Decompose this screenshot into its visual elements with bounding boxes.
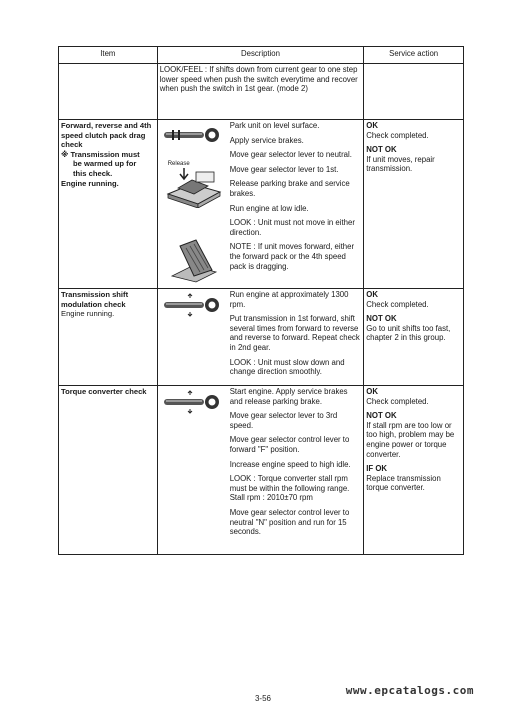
description-cell [157, 289, 364, 386]
result-ok: OK [366, 387, 378, 396]
item-note: this check. [73, 168, 113, 178]
action-cell-empty [364, 64, 464, 120]
table-row [59, 120, 464, 289]
result-not-ok: NOT OK [366, 145, 397, 155]
result-ok-text: Check completed. [366, 396, 429, 406]
step-text: Move gear selector lever to 3rd speed. [229, 411, 338, 430]
item-title: Forward, reverse and 4th speed clutch pack drag check [61, 121, 152, 150]
item-note: be warmed up for [73, 159, 137, 169]
item-condition: Engine running. [61, 178, 119, 188]
figure-column [158, 289, 228, 385]
header-item: Item [59, 47, 158, 64]
result-if-ok: IF OK [366, 464, 388, 474]
step-text: Move gear selector control lever to neutral "N" position and run for 15 seconds. [229, 507, 350, 537]
description-cell [157, 64, 364, 120]
gear-selector-shift-icon [162, 390, 224, 414]
result-not-ok: NOT OK [366, 314, 397, 324]
table-row [59, 289, 464, 386]
table-row [59, 386, 464, 555]
step-text: Run engine at approximately 1300 rpm. [229, 290, 349, 309]
watermark-url: www.epcatalogs.com [345, 684, 474, 697]
item-cell [59, 120, 158, 289]
header-description: Description [157, 47, 364, 64]
description-steps [228, 289, 364, 385]
note-text: NOTE : If unit moves forward, either the forward pack or the 4th speed pack is dragging. [229, 242, 355, 271]
result-ok: OK [366, 121, 378, 130]
result-ok-text: Check completed. [366, 299, 429, 309]
gear-selector-lever-icon [162, 126, 224, 144]
header-service-action: Service action [364, 47, 464, 64]
result-if-ok-text: Replace transmission torque converter. [366, 473, 441, 493]
step-text: Start engine. Apply service brakes and release parking brake. [229, 387, 348, 406]
description-steps [228, 386, 364, 554]
release-label: Release [167, 161, 190, 167]
table-row [59, 64, 464, 120]
result-not-ok-text: Go to unit shifts too fast, chapter 2 in this group. [366, 323, 451, 343]
item-cell [59, 289, 158, 386]
parking-brake-release-icon [164, 164, 224, 208]
look-text: LOOK : Unit must slow down and change direction smoothly. [229, 357, 345, 377]
action-cell [364, 386, 464, 555]
figure-column [158, 386, 228, 554]
step-text: Increase engine speed to high idle. [229, 459, 351, 469]
result-not-ok: NOT OK [366, 411, 397, 421]
step-text: Put transmission in 1st forward, shift several times from forward to reverse and reverse to forward. Repeat check in 2nd gear. [229, 314, 360, 352]
step-text: Move gear selector lever to neutral. [229, 150, 352, 160]
result-not-ok-text: If unit moves, repair transmission. [366, 154, 435, 174]
result-not-ok-text: If stall rpm are too low or too high, problem may be engine power or torque converter. [366, 420, 455, 459]
brake-pedal-icon [166, 236, 222, 284]
page-number: 3-56 [254, 694, 271, 703]
step-text: Run engine at low idle. [229, 203, 309, 213]
figure-column [158, 120, 228, 288]
item-condition: Engine running. [61, 309, 115, 319]
result-ok-text: Check completed. [366, 130, 429, 140]
item-title: Transmission shift modulation check [61, 290, 129, 309]
description-text: LOOK/FEEL : If shifts down from current gear to one step lower speed when push the switch everytime and recover when push the switch in 1st gear. (mode 2) [159, 65, 358, 94]
step-text: Move gear selector control lever to forward "F" position. [229, 435, 350, 454]
item-cell [59, 386, 158, 555]
table-header-row [59, 47, 464, 64]
description-steps [228, 120, 364, 288]
item-note: ※ Transmission must [61, 149, 140, 159]
item-cell-empty [59, 64, 158, 120]
description-cell [157, 386, 364, 555]
step-text: Move gear selector lever to 1st. [229, 164, 339, 174]
step-text: Apply service brakes. [229, 135, 304, 145]
result-ok: OK [366, 290, 378, 299]
step-text: Release parking brake and service brakes. [229, 179, 350, 198]
service-check-table [58, 46, 464, 555]
gear-selector-shift-icon [162, 293, 224, 317]
item-title: Torque converter check [61, 387, 147, 396]
action-cell [364, 120, 464, 289]
look-text: LOOK : Unit must not move in either direction. [229, 218, 355, 237]
look-text: LOOK : Torque converter stall rpm must be within the following range. Stall rpm : 2010±70 rpm [229, 474, 350, 503]
step-text: Park unit on level surface. [229, 121, 320, 130]
action-cell [364, 289, 464, 386]
description-cell [157, 120, 364, 289]
